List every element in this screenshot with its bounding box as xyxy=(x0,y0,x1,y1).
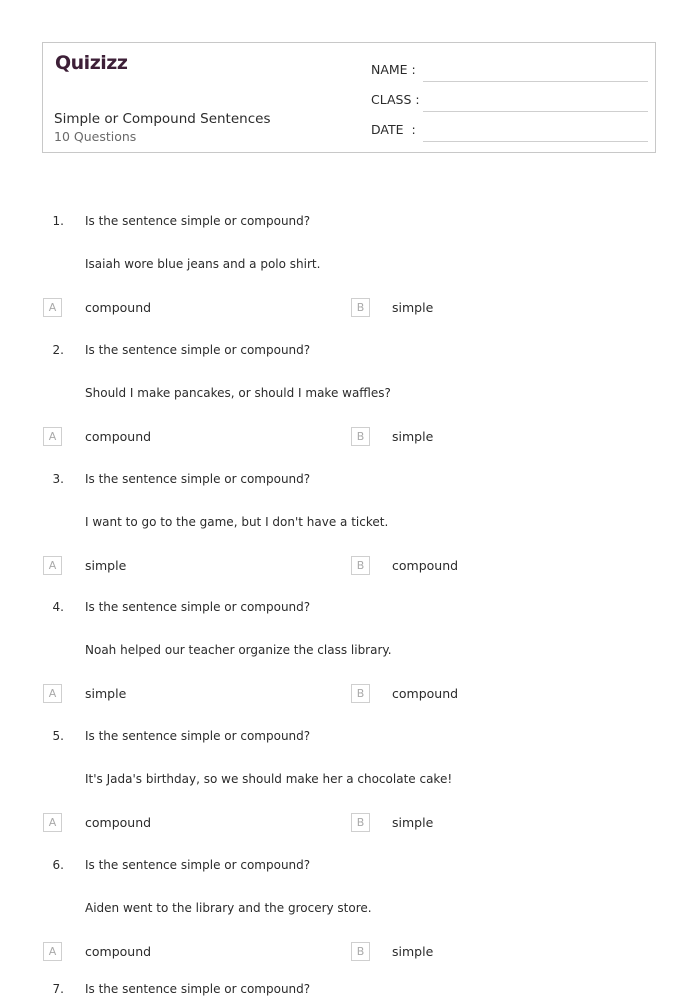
question-sentence: Should I make pancakes, or should I make waffles? xyxy=(85,386,391,400)
date-field[interactable] xyxy=(371,122,647,140)
question-prompt: Is the sentence simple or compound? xyxy=(85,472,311,486)
option-a-badge[interactable]: A xyxy=(43,942,62,961)
option-a-badge[interactable]: A xyxy=(43,556,62,575)
question-number: 3. xyxy=(52,472,64,486)
option-b-badge[interactable]: B xyxy=(351,684,370,703)
option-b-text[interactable]: simple xyxy=(392,429,434,444)
question-prompt: Is the sentence simple or compound? xyxy=(85,600,311,614)
question-sentence: Noah helped our teacher organize the class library. xyxy=(85,643,392,657)
class-line[interactable] xyxy=(423,111,648,112)
name-field[interactable] xyxy=(371,62,647,80)
option-a-text[interactable]: simple xyxy=(85,558,127,573)
option-b-text[interactable]: simple xyxy=(392,944,434,959)
class-field[interactable] xyxy=(371,92,647,110)
question-count: 10 Questions xyxy=(54,129,137,144)
question-number: 6. xyxy=(52,858,64,872)
name-label: NAME : xyxy=(371,62,416,77)
option-b-text[interactable]: compound xyxy=(392,686,459,701)
option-a-text[interactable]: compound xyxy=(85,300,152,315)
date-line[interactable] xyxy=(423,141,648,142)
option-a-text[interactable]: compound xyxy=(85,944,152,959)
question-sentence: It's Jada's birthday, so we should make her a chocolate cake! xyxy=(85,772,453,786)
question-prompt: Is the sentence simple or compound? xyxy=(85,858,311,872)
option-a-text[interactable]: compound xyxy=(85,815,152,830)
option-b-badge[interactable]: B xyxy=(351,298,370,317)
question-number: 1. xyxy=(52,214,64,228)
option-a-text[interactable]: simple xyxy=(85,686,127,701)
question-number: 2. xyxy=(52,343,64,357)
option-a-text[interactable]: compound xyxy=(85,429,152,444)
question-number: 5. xyxy=(52,729,64,743)
option-b-text[interactable]: simple xyxy=(392,815,434,830)
option-a-badge[interactable]: A xyxy=(43,427,62,446)
option-b-badge[interactable]: B xyxy=(351,813,370,832)
question-sentence: Aiden went to the library and the grocery store. xyxy=(85,901,372,915)
date-label: DATE : xyxy=(371,122,416,137)
class-label: CLASS : xyxy=(371,92,420,107)
question-prompt: Is the sentence simple or compound? xyxy=(85,343,311,357)
worksheet-header xyxy=(42,42,656,153)
option-a-badge[interactable]: A xyxy=(43,684,62,703)
option-b-badge[interactable]: B xyxy=(351,942,370,961)
question-prompt: Is the sentence simple or compound? xyxy=(85,729,311,743)
worksheet-title: Simple or Compound Sentences xyxy=(54,111,271,127)
name-line[interactable] xyxy=(423,81,648,82)
question-sentence: I want to go to the game, but I don't have a ticket. xyxy=(85,515,389,529)
quizizz-logo: Quizizz xyxy=(55,52,128,74)
option-b-text[interactable]: simple xyxy=(392,300,434,315)
question-prompt: Is the sentence simple or compound? xyxy=(85,214,311,228)
question-sentence: Isaiah wore blue jeans and a polo shirt. xyxy=(85,257,321,271)
option-b-text[interactable]: compound xyxy=(392,558,459,573)
question-number: 4. xyxy=(52,600,64,614)
option-a-badge[interactable]: A xyxy=(43,813,62,832)
option-b-badge[interactable]: B xyxy=(351,556,370,575)
option-a-badge[interactable]: A xyxy=(43,298,62,317)
question-number: 7. xyxy=(52,982,64,996)
option-b-badge[interactable]: B xyxy=(351,427,370,446)
question-prompt: Is the sentence simple or compound? xyxy=(85,982,311,996)
